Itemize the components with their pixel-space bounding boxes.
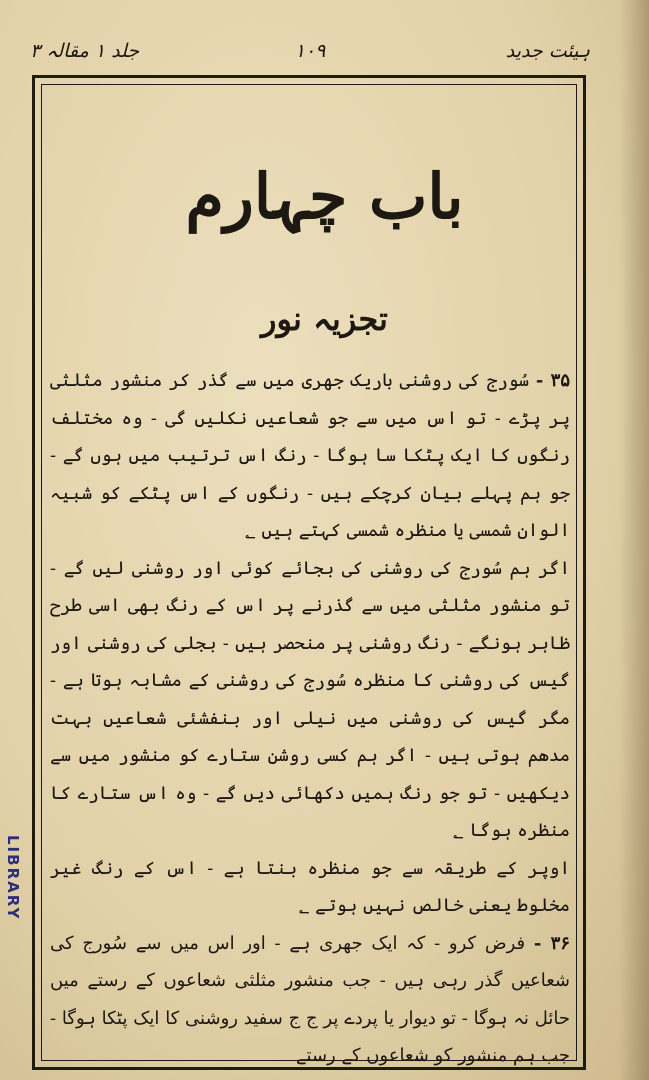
paragraph bbox=[50, 362, 570, 550]
paragraph bbox=[50, 925, 570, 1075]
paragraph-text: سُورج کی روشنی باریک جھری میں سے گذر کر منشور مثلثی پر پڑے - تو اس میں سے جو شعاعیں نکلیں گی - وہ مختلف رنگوں کا ایک پٹکا سا ہوگا - رنگ اس ترتیب میں ہوں گے - جو ہم پہلے بیان کرچکے ہیں - رنگوں کے اس پٹکے کو شبیہ الوان شمسی یا منظرہ شمسی کہتے ہیں ؂ bbox=[50, 370, 570, 541]
book-title: ہیئت جدید bbox=[505, 40, 590, 62]
body-text bbox=[50, 362, 570, 1075]
library-stamp: LIBRARY bbox=[4, 835, 22, 921]
section-title: تجزیہ نور bbox=[261, 300, 388, 338]
binding-shadow bbox=[619, 0, 649, 1080]
running-header bbox=[30, 40, 590, 74]
paragraph-text: اوپر کے طریقہ سے جو منظرہ بنتا ہے - اس کے رنگ غیر مخلوط یعنی خالص نہیں ہوتے ؂ bbox=[50, 857, 570, 916]
paragraph-number: ۳۵ - bbox=[535, 370, 570, 391]
paragraph-number: ۳۶ - bbox=[533, 932, 570, 954]
paragraph bbox=[50, 850, 570, 925]
page-number: ۱۰۹ bbox=[294, 40, 326, 62]
paragraph-text: فرض کرو - کہ ایک جھری ہے - اور اس میں سے سُورج کی شعاعیں گذر رہی ہیں - جب منشور مثلثی شعاعوں کے رستے میں حائل نہ ہوگا - تو دیوار یا پردے پر ج ج سفید روشنی کا ایک پٹکا ہوگا - جب ہم منشور کو شعاعوں کے رستے bbox=[50, 932, 570, 1066]
paragraph bbox=[50, 550, 570, 850]
volume-reference: جلد ۱ مقالہ ۳ bbox=[30, 40, 140, 62]
chapter-title: باب چہارم bbox=[185, 160, 464, 233]
paragraph-text: اگر ہم سُورج کی روشنی کی بجائے کوئی اور روشنی لیں گے - تو منشور مثلثی میں سے گذرنے پر اس کے رنگ بھی اسی طرح ظاہر ہونگے - رنگ روشنی پر منحصر ہیں - بجلی کی روشنی اور گیس کی روشنی کا منظرہ سُورج کی روشنی کے مشابہ ہوتا ہے - مگر گیس کی روشنی میں نیلی اور بنفشئی شعاعیں بہت مدھم ہوتی ہیں - اگر ہم کسی روشن ستارے کو منشور میں سے دیکھیں - تو جو رنگ ہمیں دکھائی دیں گے - وہ اس ستارے کا منظرہ ہوگا ؂ bbox=[50, 557, 570, 841]
